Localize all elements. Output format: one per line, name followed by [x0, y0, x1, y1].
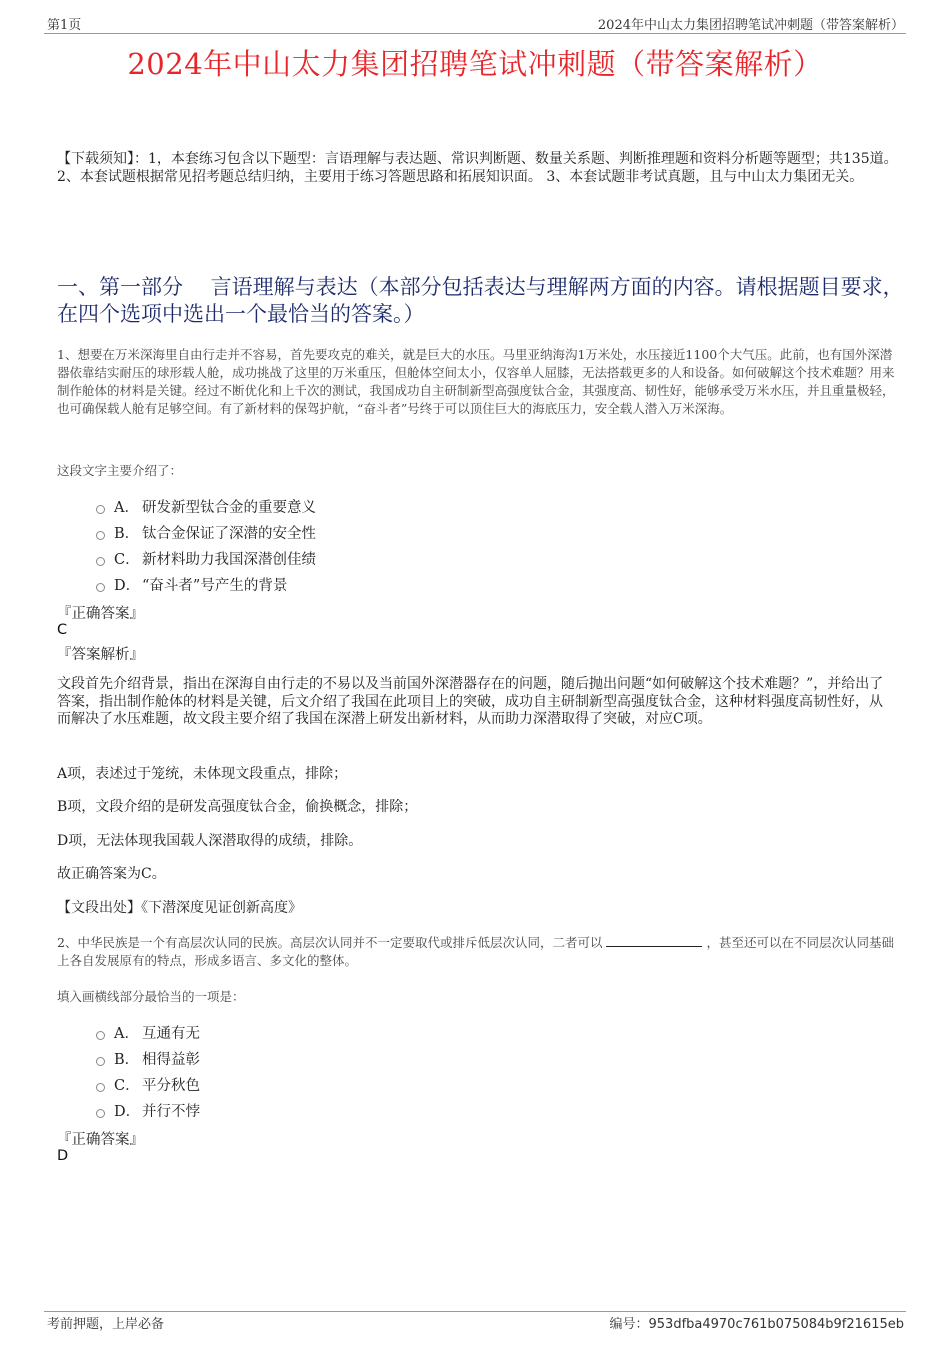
option-letter: D．	[114, 577, 141, 594]
option-text: 新材料助力我国深潜创佳绩	[142, 551, 316, 568]
option-d[interactable]	[96, 1097, 200, 1123]
option-d[interactable]	[96, 571, 316, 597]
question-1-prompt: 这段文字主要介绍了：	[57, 463, 183, 478]
document-title: 2024年中山太力集团招聘笔试冲刺题（带答案解析）	[127, 47, 823, 81]
passage-source: 【文段出处】《下潜深度见证创新高度》	[57, 900, 302, 916]
footer-divider	[44, 1311, 906, 1312]
analysis-paragraph: 文段首先介绍背景，指出在深海自由行走的不易以及当前国外深潜器存在的问题，随后抛出问题“如何破解这个技术难题？”，并给出了答案，指出制作舱体的材料是关键，后文介绍了我国在此项目上的突破，成功自主研制新型高强度钛合金，这种材料强度高韧性好，从而解决了水压难题，故文段主要介绍了我国在深潜上研发出新材料，从而助力深潜取得了突破，对应C项。	[57, 676, 884, 727]
option-text: 互通有无	[142, 1025, 200, 1042]
option-text: 并行不悖	[142, 1103, 200, 1120]
running-header-title: 2024年中山太力集团招聘笔试冲刺题（带答案解析）	[597, 18, 904, 33]
option-letter: C．	[114, 551, 140, 568]
code-label: 编号：	[609, 1317, 649, 1332]
analysis-conclusion: 故正确答案为C。	[57, 866, 166, 882]
question-2-text-before: 2、中华民族是一个有高层次认同的民族。高层次认同并不一定要取代或排斥低层次认同，二者可以	[57, 935, 603, 950]
header-divider	[44, 33, 906, 34]
radio-icon[interactable]	[96, 1083, 105, 1092]
code-value: 953dfba4970c761b075084b9f21615eb	[648, 1317, 904, 1332]
section-heading: 一、第一部分 言语理解与表达（本部分包括表达与理解两方面的内容。请根据题目要求，在四个选项中选出一个最恰当的答案。）	[57, 275, 904, 326]
option-text: “奋斗者”号产生的背景	[142, 577, 288, 594]
analysis-option-b: B项，文段介绍的是研发高强度钛合金，偷换概念，排除；	[57, 799, 418, 815]
option-b[interactable]	[96, 519, 316, 545]
analysis-option-d: D项，无法体现我国载人深潜取得的成绩，排除。	[57, 833, 363, 849]
answer-label: 『正确答案』	[57, 606, 144, 622]
question-1-text: 1、想要在万米深海里自由行走并不容易，首先要攻克的难关，就是巨大的水压。马里亚纳海沟1万米处，水压接近1100个大气压。此前，也有国外深潜器依靠结实耐压的球形载人舱，成功挑战了这里的万米重压，但舱体空间太小，仅容单人屈膝，无法搭载更多的人和设备。如何破解这个技术难题？用来制作舱体的材料是关键。经过不断优化和上千次的测试，我国成功自主研制新型高强度钛合金，其强度高、韧性好，能够承受万米水压，并且重量极轻，也可确保载人舱有足够空间。有了新材料的保驾护航，“奋斗者”号终于可以顶住巨大的海底压力，安全载人潜入万米深海。	[57, 347, 895, 416]
radio-icon[interactable]	[96, 1057, 105, 1066]
fill-blank	[606, 934, 702, 947]
question-2-text	[57, 934, 899, 970]
option-text: 相得益彰	[142, 1051, 200, 1068]
radio-icon[interactable]	[96, 583, 105, 592]
question-1-options	[96, 493, 316, 597]
option-text: 研发新型钛合金的重要意义	[142, 499, 316, 516]
radio-icon[interactable]	[96, 557, 105, 566]
radio-icon[interactable]	[96, 1031, 105, 1040]
analysis-label: 『答案解析』	[57, 647, 144, 663]
answer-value: C	[57, 622, 68, 638]
analysis-option-a: A项，表述过于笼统，未体现文段重点，排除；	[57, 766, 348, 782]
document-code	[609, 1313, 904, 1332]
question-2-prompt: 填入画横线部分最恰当的一项是：	[57, 989, 245, 1004]
option-letter: C．	[114, 1077, 140, 1094]
option-letter: B．	[114, 525, 140, 542]
answer-value: D	[57, 1148, 69, 1164]
option-a[interactable]	[96, 493, 316, 519]
footer-slogan: 考前押题，上岸必备	[47, 1317, 165, 1332]
question-2-options	[96, 1019, 200, 1123]
radio-icon[interactable]	[96, 531, 105, 540]
answer-label: 『正确答案』	[57, 1132, 144, 1148]
option-a[interactable]	[96, 1019, 200, 1045]
option-c[interactable]	[96, 1071, 200, 1097]
option-b[interactable]	[96, 1045, 200, 1071]
option-letter: A．	[114, 1025, 139, 1042]
radio-icon[interactable]	[96, 505, 105, 514]
option-letter: B．	[114, 1051, 140, 1068]
option-c[interactable]	[96, 545, 316, 571]
option-text: 钛合金保证了深潜的安全性	[142, 525, 316, 542]
question-2-text-after: ，甚至还可以在不同层次认同基础上各自发展原有的特点，形成多语言、多文化的整体。	[57, 935, 894, 968]
option-letter: A．	[114, 499, 139, 516]
page-number: 第1页	[47, 18, 82, 33]
radio-icon[interactable]	[96, 1109, 105, 1118]
option-text: 平分秋色	[142, 1077, 200, 1094]
download-notice: 【下载须知】：1，本套练习包含以下题型：言语理解与表达题、常识判断题、数量关系题、判断推理题和资料分析题等题型；共135道。 2、本套试题根据常见招考题总结归纳，主要用于练习答题思路和拓展知识面。 3、本套试题非考试真题，且与中山太力集团无关。	[57, 151, 898, 185]
option-letter: D．	[114, 1103, 141, 1120]
